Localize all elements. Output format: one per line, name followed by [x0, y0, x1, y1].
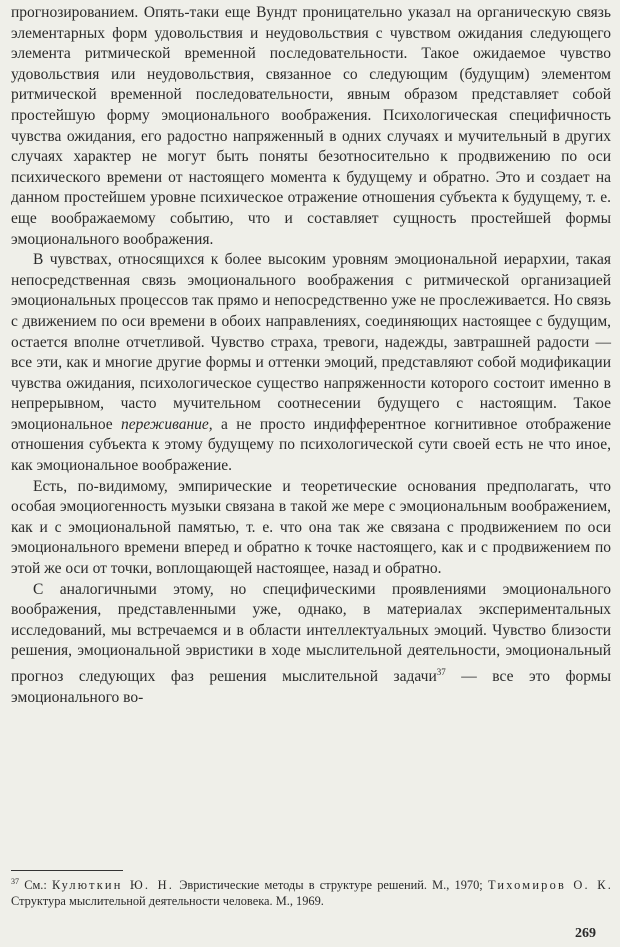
- paragraph-3: Есть, по-видимому, эмпирические и теоретические основания предполагать, что особая эмоциогенность музыки связана в такой же мере с эмоциональным воображением, как и с эмоциональной памятью, т. е. что она так же связана с продвижением по оси эмоционального времени вперед и обратно к точке настоящего, как и с продвижением по этой же оси от точки, воплощающей настоящее, назад и обратно.: [11, 477, 611, 578]
- footnote-prefix: См.:: [24, 878, 47, 893]
- italic-term: переживание,: [121, 415, 213, 433]
- footnote: [11, 874, 613, 909]
- footnote-number: 37: [11, 877, 19, 886]
- paragraph-2: [11, 250, 611, 477]
- paragraph-4: [11, 580, 611, 709]
- paragraph-4-end: — все это формы эмоционального во-: [11, 668, 612, 706]
- main-text: [11, 3, 611, 708]
- paragraph-2-start: В чувствах, относящихся к более высоким уровням эмоциональной иерархии, такая непосредственная связь эмоционального воображения с ритмической организацией эмоциональных процессов так прямо и непосредственно уже не прослеживается. Но связь с движением по оси времени в обоих направлениях, соединяющих настоящее с будущим, остается вполне отчетливой. Чувство страха, тревоги, надежды, завтрашней радости — все эти, как и многие другие формы и оттенки эмоций, представляют собой модификации чувства ожидания, психологическое существо напряженности которого состоит именно в непрерывном, часто мучительном соотнесении будущего с настоящим. Такое эмоциональное: [11, 251, 611, 433]
- footnote-author-1: Кулюткин Ю. Н.: [52, 878, 175, 893]
- footnote-author-2: Тихомиров О. К.: [487, 878, 613, 893]
- paragraph-4-start: С аналогичными этому, но специфическими проявлениями эмоционального воображения, представленными уже, однако, в материалах экспериментальных исследований, мы встречаемся и в области интеллектуальных эмоций. Чувство близости решения, эмоциональной эвристики в ходе мыслительной деятельности, эмоциональный прогноз следующих фаз решения мыслительной задачи: [11, 580, 611, 686]
- footnote-work-2: Структура мыслительной деятельности человека. М., 1969.: [11, 893, 324, 908]
- paragraph-1: прогнозированием. Опять-таки еще Вундт проницательно указал на органическую связь элементарных форм удовольствия и неудовольствия с чувством ожидания следующего элемента ритмической временной последовательности. Такое ожидаемое чувство удовольствия или неудовольствия, связанное со следующим (будущим) элементом ритмической временной последовательности, явным образом представляет собой простейшую форму эмоционального воображения. Психологическая специфичность чувства ожидания, его радостно напряженный в одних случаях и мучительный в других случаях характер не могут быть поняты безотносительно к продвижению по оси психического времени от настоящего момента к будущему и обратно. Это и создает на данном простейшем уровне психическое отражение отношения субъекта к будущему, т. е. еще воображаемому событию, что и составляет сущность простейшей формы эмоционального воображения.: [11, 4, 611, 248]
- paragraph-2-end: а не просто индифферентное когнитивное отображение отношения субъекта к этому будущему по психологической сути своей есть не что иное, как эмоциональное воображение.: [11, 415, 611, 475]
- footnote-reference: 37: [436, 667, 446, 677]
- page-number: 269: [575, 926, 596, 941]
- footnote-divider: [11, 870, 123, 871]
- footnote-work-1: Эвристические методы в структуре решений. М., 1970;: [179, 878, 483, 893]
